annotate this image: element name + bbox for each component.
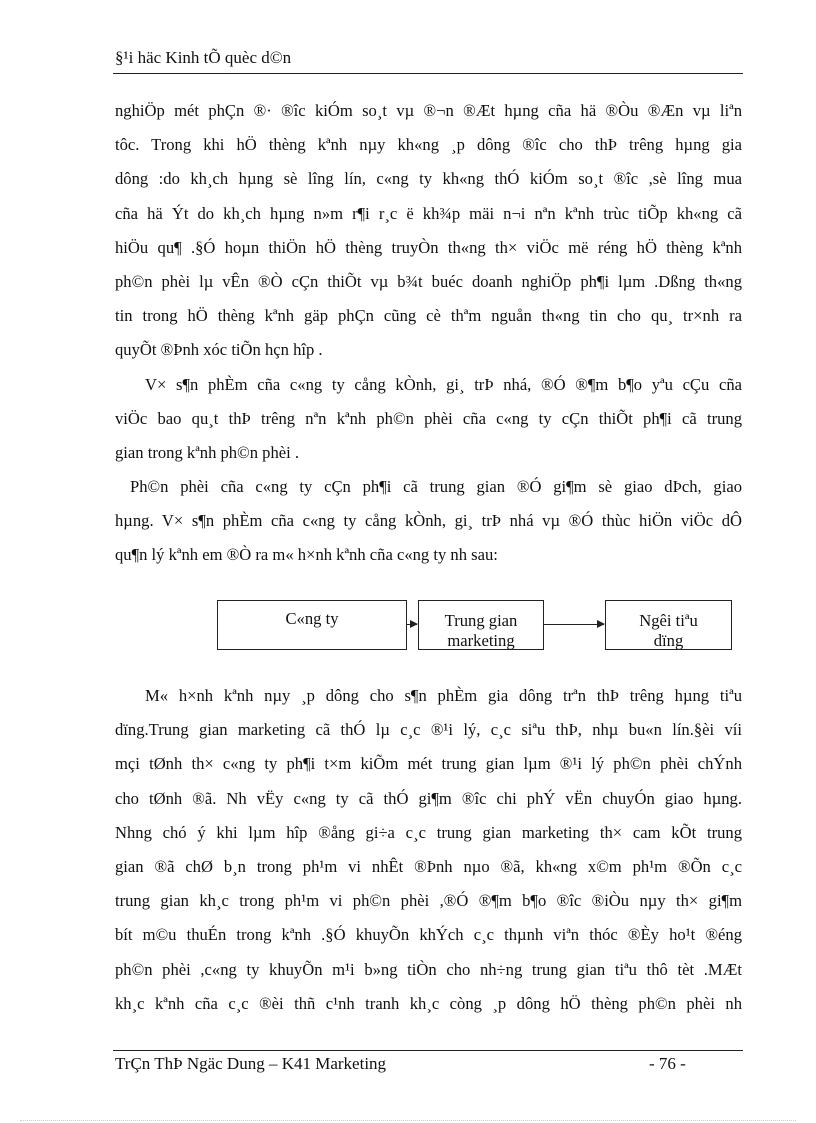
- diagram-box-label: marketing: [447, 631, 515, 650]
- text-line: dông :do kh¸ch hµng sè lîng lín, c«ng ty kh«ng thÓ kiÓm so¸t ®îc ,sè lîng mua: [115, 169, 742, 189]
- body-text-bottom: [115, 679, 742, 1021]
- text-line: tôc. Trong khi hÖ thèng kªnh nµy kh«ng ¸p dông ®îc cho thÞ trêng hµng gia: [115, 135, 742, 155]
- footer-author: TrÇn ThÞ Ngäc Dung – K41 Marketing: [115, 1054, 387, 1073]
- text-line: tin trong hÖ thèng kªnh gäp phÇn cũng cè thªm nguån th«ng tin cho qu¸ tr×nh ra: [115, 306, 742, 326]
- text-line: quyÕt ®Þnh xóc tiÕn hçn hîp .: [115, 340, 323, 360]
- diagram-box-intermediary: [418, 600, 544, 650]
- text-line: kh¸c kªnh cña c¸c ®èi thñ c¹nh tranh kh¸c còng ¸p dông hÖ thèng ph©n phèi nh: [115, 993, 742, 1013]
- diagram-box-label: Trung gian: [444, 611, 518, 630]
- text-line: trung gian kh¸c trong ph¹m vi ph©n phèi ,®Ó ®¶m b¶o ®îc ®iÒu nµy th× gi¶m: [115, 891, 742, 911]
- body-text-top: [115, 94, 742, 573]
- header-rule: [113, 73, 743, 74]
- arrow-icon: [544, 624, 604, 625]
- text-line: ph©n phèi ,c«ng ty khuyÕn m¹i b»ng tiÒn cho nh÷ng trung gian tiªu thô tèt .MÆt: [115, 959, 742, 979]
- text-line: qu¶n lý kªnh em ®Ò ra m« h×nh kªnh cña c«ng ty nh sau:: [115, 545, 498, 565]
- text-line: hµng. V× s¶n phÈm cña c«ng ty cång kÒnh, gi¸ trÞ nhá vµ ®Ó thùc hiÖn viÖc dÔ: [115, 511, 742, 531]
- diagram-box-label: C«ng ty: [285, 609, 339, 628]
- text-line: gian trong kªnh ph©n phèi .: [115, 442, 300, 462]
- diagram-box-label: dïng: [653, 631, 684, 650]
- text-line: Ph©n phèi cña c«ng ty cÇn ph¶i cã trung gian ®Ó gi¶m sè giao dÞch, giao: [130, 477, 742, 497]
- text-line: viÖc bao qu¸t thÞ trêng nªn kªnh ph©n phèi cña c«ng ty cÇn thiÕt ph¶i cã trung: [115, 408, 742, 428]
- text-line: nghiÖp mét phÇn ®· ®îc kiÓm so¸t vµ ®¬n ®Æt hµng cña hä ®Òu ®Æn vµ liªn: [115, 101, 742, 120]
- diagram-box-consumer: [605, 600, 732, 650]
- text-line: gian ®ã chØ b¸n trong ph¹m vi nhÊt ®Þnh nµo ®ã, kh«ng x©m ph¹m ®Õn c¸c: [115, 856, 742, 876]
- page-header: §¹i häc Kinh tÕ quèc d©n: [115, 48, 292, 67]
- page-edge-divider: [20, 1120, 796, 1121]
- text-line: mçi tØnh th× c«ng ty ph¶i t×m kiÕm mét trung gian lµm ®¹i lý ph©n phèi chÝnh: [115, 754, 742, 774]
- text-line: cho tØnh ®ã. Nh vËy c«ng ty cã thÓ gi¶m ®îc chi phÝ vËn chuyÓn giao hµng.: [115, 788, 742, 808]
- text-line: dïng.Trung gian marketing cã thÓ lµ c¸c ®¹i lý, c¸c siªu thÞ, nhµ bu«n lín.§èi víi: [115, 720, 742, 740]
- page-number: - 76 -: [649, 1054, 686, 1073]
- footer-rule: [113, 1050, 743, 1051]
- diagram-box-label: Ngêi tiªu: [639, 611, 698, 630]
- text-line: ph©n phèi lµ vÊn ®Ò cÇn thiÕt vµ b¾t buéc doanh nghiÖp ph¶i lµm .Dßng th«ng: [115, 271, 742, 291]
- text-line: cña hä Ýt do kh¸ch hµng n»m r¶i r¸c ë kh¾p mäi n¬i nªn kªnh trùc tiÕp kh«ng cã: [115, 203, 742, 223]
- text-line: M« h×nh kªnh nµy ¸p dông cho s¶n phÈm gia dông trªn thÞ trêng hµng tiªu: [145, 686, 742, 705]
- text-line: Nhng chó ý khi lµm hîp ®ång gi÷a c¸c trung gian marketing th× cam kÕt trung: [115, 822, 742, 842]
- diagram-box-company: [217, 600, 407, 650]
- channel-diagram: [217, 600, 732, 652]
- text-line: hiÖu qu¶ .§Ó hoµn thiÖn hÖ thèng truyÒn th«ng th× viÖc më réng hÖ thèng kªnh: [115, 237, 742, 257]
- text-line: bít m©u thuÉn trong kªnh .§Ó khuyÕn khÝch c¸c thµnh viªn thóc ®Èy ho¹t ®éng: [115, 925, 742, 945]
- text-line: V× s¶n phÈm cña c«ng ty cång kÒnh, gi¸ trÞ nhá, ®Ó ®¶m b¶o yªu cÇu cña: [145, 374, 742, 394]
- arrow-icon: [407, 624, 417, 625]
